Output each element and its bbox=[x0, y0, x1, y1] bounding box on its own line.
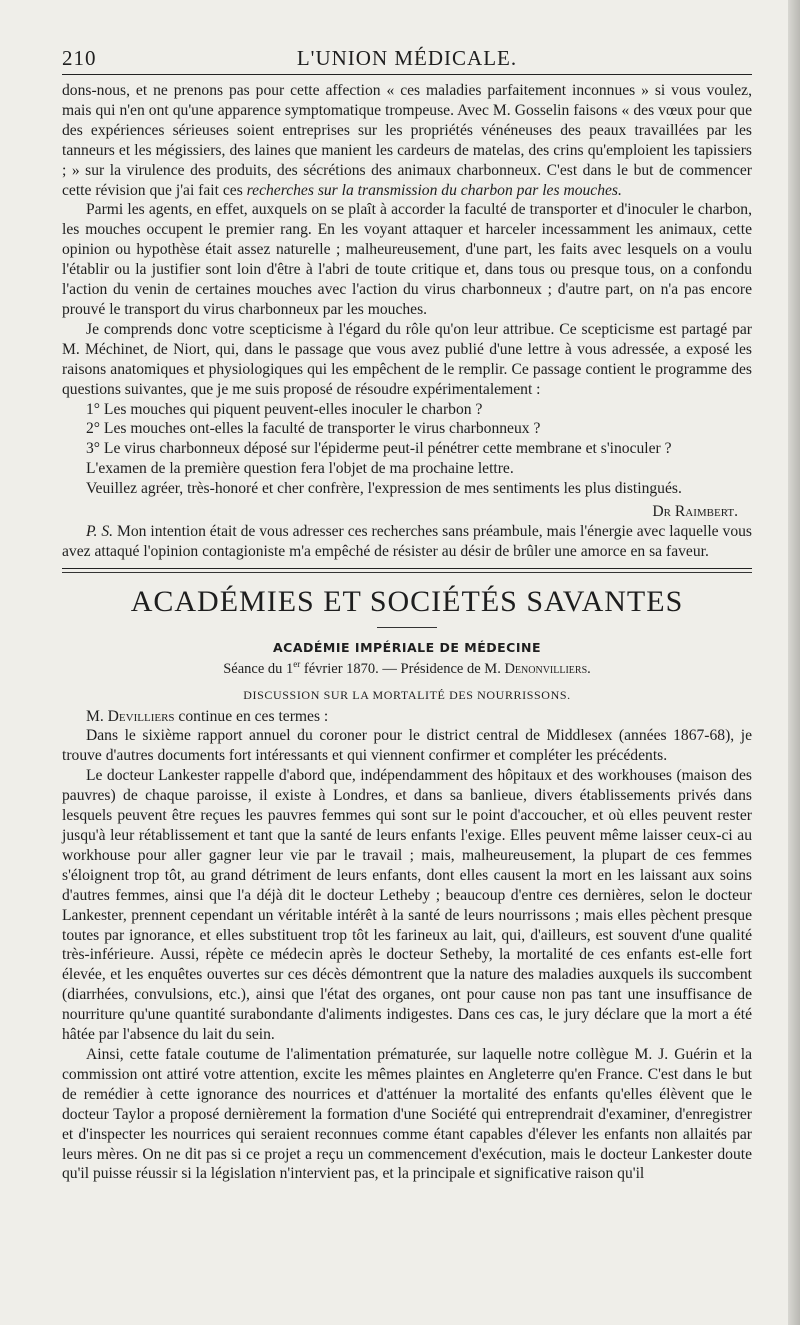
letter-paragraph: Parmi les agents, en effet, auxquels on se plaît à accorder la faculté de transporter et d'inoculer le charbon, les mouches occupent le premier rang. En les voyant attaquer et harceler incessamment les animaux, cette opinion ou hypothèse était assez naturelle ; malheureusement, d'une part, les faits avec lesquels on a voulu l'établir ou la justifier sont loin d'être à l'abri de toute critique et, dans tous ou presque tous, on a confondu l'action du venin de certaines mouches avec l'action du virus charbonneux ; d'autre part, on n'a pas encore prouvé le transport du virus charbonneux par les mouches. bbox=[62, 201, 752, 318]
president-name: Denonvilliers. bbox=[504, 660, 591, 677]
short-rule bbox=[377, 627, 437, 628]
discussion-title: DISCUSSION SUR LA MORTALITÉ DES NOURRISSONS. bbox=[243, 687, 571, 702]
page-number: 210 bbox=[62, 46, 97, 70]
discussion-paragraph: Le docteur Lankester rappelle d'abord que, indépendamment des hôpitaux et des workhouses (maison des pauvres) de chaque paroisse, il existe à Londres, et dans sa banlieue, divers établissements privés dans lesquels peuvent être reçues les pauvres femmes qui sont sur le point d'accoucher, et où elles peuvent rester jusqu'à leur rétablissement et tant que la santé de leurs enfants l'exige. Elles peuvent même laisser ceux-ci au workhouse pour aller gagner leur vie par le travail ; mais, malheureusement, la plupart de ces femmes s'éloignent trop tôt, au grand détriment de leurs enfants, dont elles causent la mort en les laissant aux soins d'autres femmes, ainsi que l'a déjà dit le docteur Letheby ; beaucoup d'entre ces dernières, selon le docteur Lankester, prennent cependant un véritable intérêt à la santé de leurs nourrissons ; mais elles pèchent presque toutes par ignorance, et elles substituent trop tôt les farineux au lait, qui, d'ailleurs, est souvent d'une qualité très-inférieure. Aussi, répète ce médecin après le docteur Setheby, la mortalité de ces enfants est-elle fort élevée, et les enquêtes ouvertes sur ces décès démontrent que la nature des maladies auxquels ils succombent (diarrhées, convulsions, etc.), ainsi que l'état des organes, ont pour cause non pas tant une insuffisance de nourriture qu'une quantité surabondante d'aliments indigestes. Dans ces cas, le jury déclare que la mort a été hâtée par l'absence du lait du sein. bbox=[62, 767, 752, 1044]
seance-line bbox=[62, 659, 752, 678]
postscript-text: Mon intention était de vous adresser ces recherches sans préambule, mais l'énergie avec laquelle vous avez attaqué l'opinion contagioniste m'a empêché de résister au désir de brûler une amorce en sa faveur. bbox=[62, 522, 752, 560]
page-edge bbox=[788, 0, 800, 1325]
header-rule bbox=[62, 74, 752, 75]
seance-sup: er bbox=[293, 658, 301, 669]
postscript-label: P. S. bbox=[86, 522, 114, 540]
section-title: ACADÉMIES ET SOCIÉTÉS SAVANTES bbox=[130, 584, 684, 618]
discussion-paragraph: Ainsi, cette fatale coutume de l'alimentation prématurée, sur laquelle notre collègue M. J. Guérin et la commission ont attiré votre attention, excite les mêmes plaintes en Angleterre qu'en France. C'est dans le but de remédier à cette ignorance des nourrices et d'atténuer la mortalité des enfants qu'elles élèvent que le docteur Taylor a proposé dernièrement la formation d'une Société qui entreprendrait d'examiner, d'enregistrer et d'inspecter les nourrices qui seraient reconnues comme étant capables d'élever les enfants non allaités par leurs mères. On ne dit pas si ce projet a reçu un commencement d'exécution, mais le docteur Lankester doute qu'il puisse réussir si la législation n'intervient pas, et la principale et significative raison qu'il bbox=[62, 1045, 752, 1183]
closing-paragraph: Veuillez agréer, très-honoré et cher confrère, l'expression de mes sentiments les plus distingués. bbox=[86, 480, 682, 498]
question-1: 1° Les mouches qui piquent peuvent-elles inoculer le charbon ? bbox=[86, 400, 483, 418]
signature: Dr Raimbert. bbox=[652, 503, 738, 521]
letter-paragraph: L'examen de la première question fera l'objet de ma prochaine lettre. bbox=[86, 460, 514, 478]
question-3: 3° Le virus charbonneux déposé sur l'épiderme peut-il pénétrer cette membrane et s'inoculer ? bbox=[86, 440, 672, 458]
seance-date: Séance du 1 bbox=[223, 660, 294, 677]
journal-title: L'UNION MÉDICALE. bbox=[296, 46, 518, 70]
subsection-title: ACADÉMIE IMPÉRIALE DE MÉDECINE bbox=[273, 639, 541, 655]
question-2: 2° Les mouches ont-elles la faculté de transporter le virus charbonneux ? bbox=[86, 420, 541, 438]
discussion-paragraph: Dans le sixième rapport annuel du coroner pour le district central de Middlesex (années 1867-68), je trouve d'autres documents fort intéressants et qui viennent confirmer et compléter les précédents. bbox=[62, 727, 752, 765]
running-head bbox=[62, 40, 752, 74]
letter-paragraph bbox=[62, 81, 752, 200]
letter-paragraph: Je comprends donc votre scepticisme à l'égard du rôle qu'on leur attribue. Ce scepticisme est partagé par M. Méchinet, de Niort, qui, dans le passage que vous avez publié d'une lettre à vous adressée, a exposé les raisons anatomiques et physiologiques qui les empêchent de le remplir. Ce passage contient le programme des questions suivantes, que je me suis proposé de résoudre expérimentalement : bbox=[62, 320, 752, 398]
speaker-name: M. Devilliers bbox=[86, 707, 175, 725]
letter-text: dons-nous, et ne prenons pas pour cette affection « ces maladies parfaitement inconnues » si vous voulez, mais qui n'en ont qu'une apparence symptomatique trompeuse. Avec M. Gosselin faisons « des vœux pour que des expériences sérieuses soient entreprises sur les propriétés vénéneuses des peaux travaillées par les tanneurs et les mégissiers, des laines que manient les cardeurs de matelas, des crins qu'emploient les tapissiers ; » sur la virulence des produits, des sécrétions des animaux charbonneux. C'est dans le but de commencer cette révision que j'ai fait ces bbox=[62, 82, 752, 199]
speaker-rest: continue en ces termes : bbox=[174, 707, 329, 725]
italic-phrase: recherches sur la transmission du charbon par les mouches. bbox=[246, 181, 622, 199]
letter-body bbox=[62, 81, 752, 562]
seance-text: février 1870. — Présidence de M. bbox=[300, 660, 501, 677]
divider-rule bbox=[62, 568, 752, 569]
speaker-line bbox=[62, 707, 752, 727]
discussion-body bbox=[62, 707, 752, 1185]
section-divider bbox=[62, 568, 752, 573]
divider-rule bbox=[62, 572, 752, 573]
postscript bbox=[62, 522, 752, 562]
